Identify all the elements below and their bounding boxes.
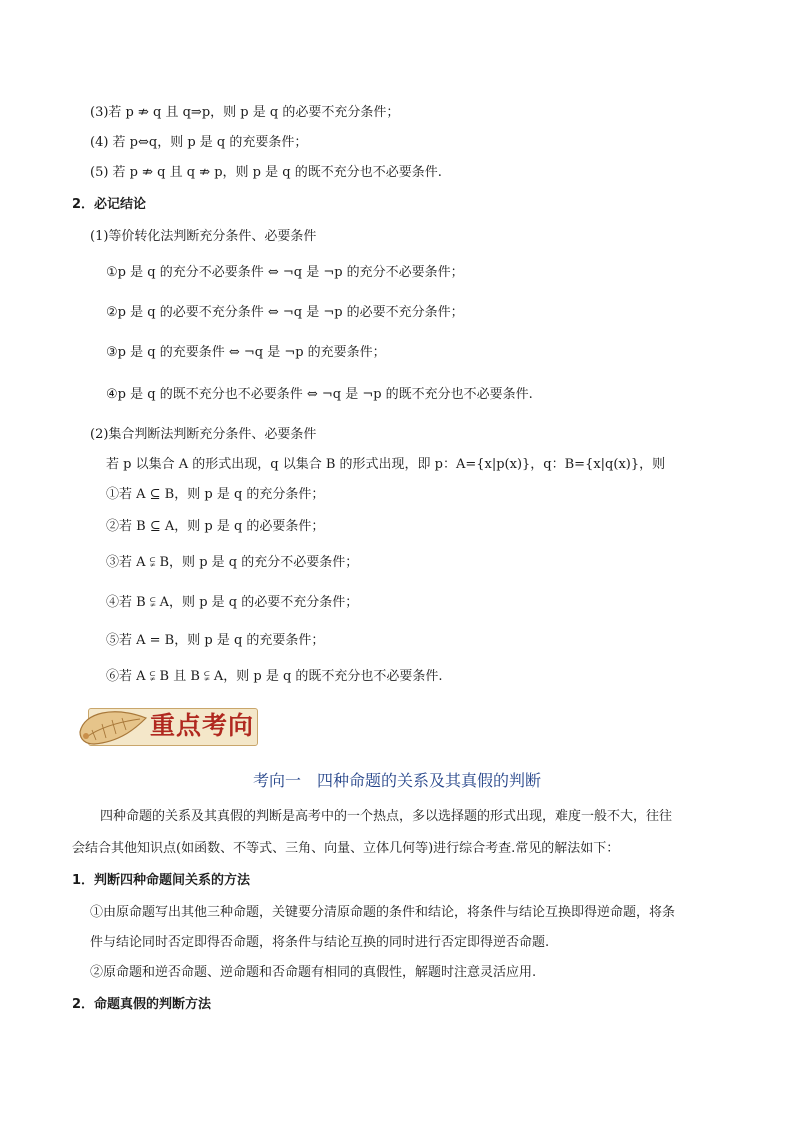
banner-title: 重点考向 (149, 711, 254, 740)
text-line: ②p 是 q 的必要不充分条件 ⇔ ¬q 是 ¬p 的必要不充分条件； (106, 305, 464, 320)
text-line: ④若 B ⫋ A，则 p 是 q 的必要不充分条件； (106, 595, 359, 610)
text-line: ③若 A ⫋ B，则 p 是 q 的充分不必要条件； (106, 555, 359, 570)
subheading: 2．命题真假的判断方法 (72, 997, 212, 1012)
paragraph-line: ②原命题和逆否命题、逆命题和否命题有相同的真假性，解题时注意灵活应用. (90, 965, 537, 980)
text-line: ②若 B ⊆ A，则 p 是 q 的必要条件； (106, 519, 325, 534)
text-line: (1)等价转化法判断充分条件、必要条件 (90, 229, 317, 244)
text-line: (2)集合判断法判断充分条件、必要条件 (90, 427, 317, 442)
paragraph-line: 四种命题的关系及其真假的判断是高考中的一个热点，多以选择题的形式出现，难度一般不大，往往 (100, 809, 673, 824)
conch-shell-icon (74, 702, 154, 750)
text-line: ④p 是 q 的既不充分也不必要条件 ⇔ ¬q 是 ¬p 的既不充分也不必要条件. (106, 387, 533, 402)
paragraph-line: 会结合其他知识点(如函数、不等式、三角、向量、立体几何等)进行综合考查.常见的解法如下： (72, 841, 620, 856)
subheading: 1．判断四种命题间关系的方法 (72, 873, 251, 888)
section-title: 考向一 四种命题的关系及其真假的判断 (252, 771, 541, 790)
text-line: (3)若 p ⇏ q 且 q⇒p，则 p 是 q 的必要不充分条件； (90, 105, 400, 120)
text-line: ③p 是 q 的充要条件 ⇔ ¬q 是 ¬p 的充要条件； (106, 345, 386, 360)
subheading: 2．必记结论 (72, 197, 147, 212)
text-line: ①若 A ⊆ B，则 p 是 q 的充分条件； (106, 487, 325, 502)
text-line: 若 p 以集合 A 的形式出现，q 以集合 B 的形式出现，即 p：A={x|p(x)}，q：B={x|q(x)}，则 (106, 457, 666, 472)
paragraph-line: 件与结论同时否定即得否命题，将条件与结论互换的同时进行否定即得逆否命题. (90, 935, 550, 950)
paragraph-line: ①由原命题写出其他三种命题，关键要分清原命题的条件和结论，将条件与结论互换即得逆命题，将条 (90, 905, 676, 920)
text-line: ⑤若 A = B，则 p 是 q 的充要条件； (106, 633, 325, 648)
text-line: ①p 是 q 的充分不必要条件 ⇔ ¬q 是 ¬p 的充分不必要条件； (106, 265, 464, 280)
text-line: (4) 若 p⇔q，则 p 是 q 的充要条件； (90, 135, 308, 150)
text-line: (5) 若 p ⇏ q 且 q ⇏ p，则 p 是 q 的既不充分也不必要条件. (90, 165, 442, 180)
text-line: ⑥若 A ⫋ B 且 B ⫋ A，则 p 是 q 的既不充分也不必要条件. (106, 669, 443, 684)
section-banner (74, 702, 260, 750)
